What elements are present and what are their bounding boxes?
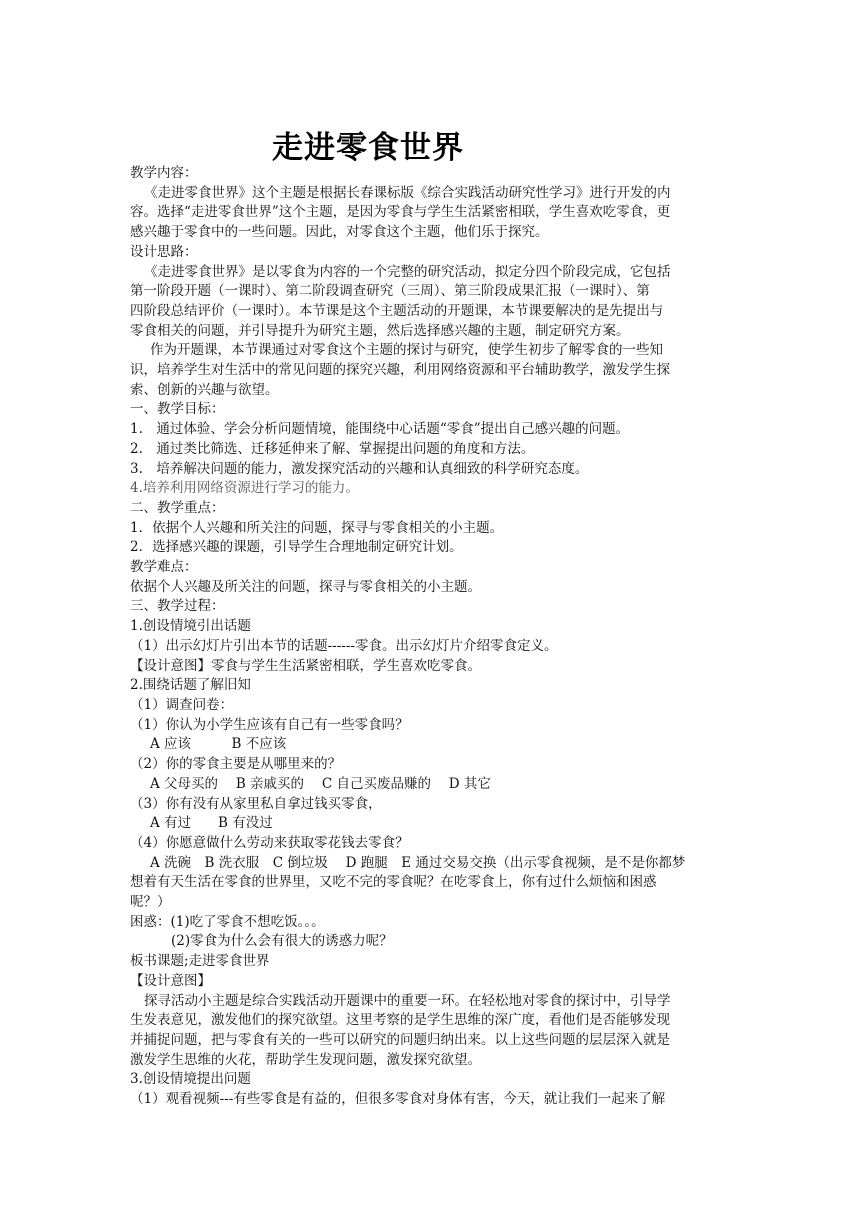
text-line: 2.围绕话题了解旧知 [130,677,251,694]
answer-options: A 父母买的 B 亲戚买的 C 自己买废品赚的 D 其它 [150,775,491,792]
text-line: 设计思路： [130,243,198,260]
text-line: 《走进零食世界》是以零食为内容的一个完整的研究活动，拟定分四个阶段完成，它包括 [144,263,671,280]
text-line: （1）你认为小学生应该有自己有一些零食吗？ [130,716,409,733]
answer-options: A 有过 B 有没过 [150,815,273,832]
section-heading: 一、教学目标： [130,401,225,418]
text-line: 1．依据个人兴趣和所关注的问题，探寻与零食相关的小主题。 [130,519,504,536]
document-body [130,164,736,1110]
text-line: （1）出示幻灯片引出本节的话题------零食。出示幻灯片介绍零食定义。 [130,637,558,654]
text-line: 探寻活动小主题是综合实践活动开题课中的重要一环。在轻松地对零食的探讨中，引导学 [144,992,671,1009]
text-line: 依据个人兴趣及所关注的问题，探寻与零食相关的小主题。 [130,578,481,595]
text-line: 1.创设情境引出话题 [130,618,251,635]
text-line: （4）你愿意做什么劳动来获取零花钱去零食？ [130,834,409,851]
text-line: （1）调查问卷： [130,696,234,713]
answer-options: A 洗碗 B 洗衣服 C 倒垃圾 D 跑腿 E 通过交易交换（出示零食视频，是不是你都梦 [150,854,686,871]
text-line: 零食相关的问题，并引导提升为研究主题，然后选择感兴趣的主题，制定研究方案。 [130,322,630,339]
text-line: 【设计意图】 [130,972,211,989]
text-line: （2）你的零食主要是从哪里来的？ [130,756,342,773]
text-line: 困惑：(1)吃了零食不想吃饭。。。 [130,913,325,930]
text-line: (2)零食为什么会有很大的诱惑力呢？ [171,933,393,950]
section-heading: 教学难点： [130,559,198,576]
text-line: 作为开题课，本节课通过对零食这个主题的探讨与研究，使学生初步了解零食的一些知 [150,342,663,359]
text-line: 索、创新的兴趣与欲望。 [130,381,279,398]
text-line: 呢？） [130,894,171,911]
text-line: 板书课题;走进零食世界 [130,953,270,970]
text-line: 第一阶段开题（一课时）、第二阶段调查研究（三周）、第三阶段成果汇报（一课时）、第 [130,283,650,300]
text-line: 教学内容： [130,165,198,181]
text-line: 3. 培养解决问题的能力，激发探究活动的兴趣和认真细致的科学研究态度。 [130,460,589,477]
text-line: 3.创设情境提出问题 [130,1071,251,1088]
text-line: 2. 通过类比筛选、迁移延伸来了解、掌握提出问题的角度和方法。 [130,440,535,457]
text-line: 《走进零食世界》这个主题是根据长春课标版《综合实践活动研究性学习》进行开发的内 [144,184,671,201]
text-line: 容。选择“走进零食世界”这个主题，是因为零食与学生生活紧密相联，学生喜欢吃零食，更 [130,204,671,221]
text-line: 并捕捉问题，把与零食有关的一些可以研究的问题归纳出来。以上这些问题的层层深入就是 [130,1031,670,1048]
text-line: 识，培养学生对生活中的常见问题的探究兴趣，利用网络资源和平台辅助教学，激发学生探 [130,362,670,379]
text-line: 四阶段总结评价（一课时）。本节课是这个主题活动的开题课，本节课要解决的是先提出与 [130,302,664,319]
text-line: 感兴趣于零食中的一些问题。因此，对零食这个主题，他们乐于探究。 [130,224,549,241]
text-line: （1）观看视频---有些零食是有益的，但很多零食对身体有害，今天，就让我们一起来了解 [130,1091,666,1108]
text-line: 生发表意见，激发他们的探究欲望。这里考察的是学生思维的深广度，看他们是否能够发现 [130,1012,670,1029]
text-line: 想着有天生活在零食的世界里，又吃不完的零食呢？在吃零食上，你有过什么烦恼和困惑 [130,874,657,891]
text-line: 2．选择感兴趣的课题，引导学生合理地制定研究计划。 [130,539,463,556]
page-title: 走进零食世界 [272,130,464,166]
section-heading: 二、教学重点： [130,499,225,516]
text-line: 1. 通过体验、学会分析问题情境，能围绕中心话题“零食”提出自己感兴趣的问题。 [130,421,630,438]
text-line: （3）你有没有从家里私自拿过钱买零食， [130,795,382,812]
text-line: 激发学生思维的火花，帮助学生发现问题，激发探究欲望。 [130,1051,481,1068]
section-heading: 三、教学过程： [130,598,225,615]
text-line: 4.培养利用网络资源进行学习的能力。 [130,480,359,497]
text-line: 【设计意图】零食与学生生活紧密相联，学生喜欢吃零食。 [130,657,481,674]
answer-options: A 应该 B 不应该 [150,736,287,753]
